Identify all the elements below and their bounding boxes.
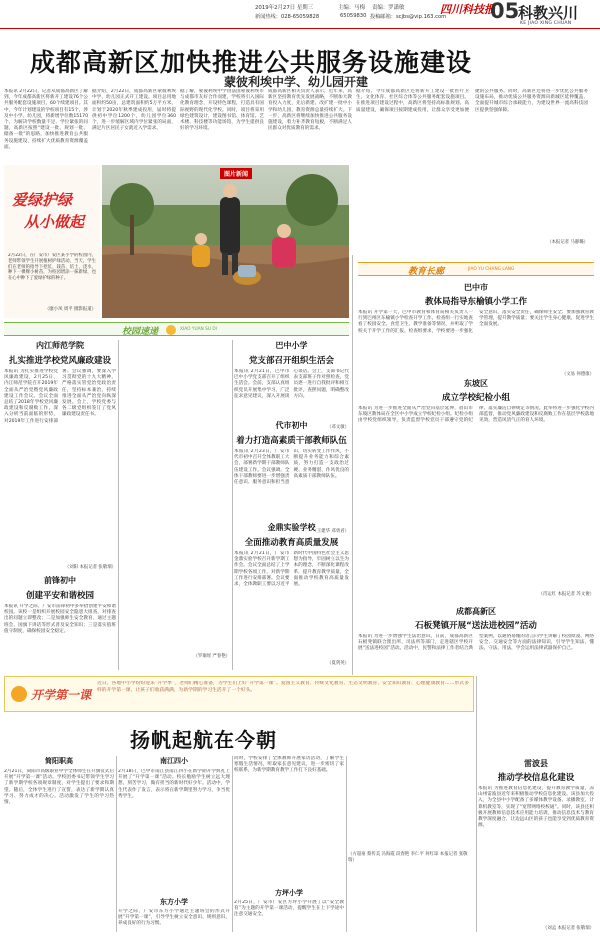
- banner-sun-icon: [11, 686, 27, 702]
- column-divider: [476, 676, 477, 932]
- photo-title-1: 爱绿护绿: [12, 191, 73, 209]
- article-byline: （夏剑英）: [327, 661, 349, 666]
- article-school: 东坡区: [464, 379, 488, 388]
- item-school: 南江四小: [160, 757, 188, 765]
- article-headline: 创建平安和谐校园: [25, 591, 94, 601]
- article-body: 本报讯 为扎实推进学校党风廉政建设，2月25日，内江师范学院召开2019年全面从严治党暨党风廉政建设工作会议。会议全面总结了2018年学校党风廉政建设和反腐败工作，深入分析当前面临的形势，对2019年工作进行安排部署。会议强调，要深入学习贯彻党的十九大精神，严格落实管党治党政治责任，坚持标本兼治，持续推进全面从严治党向纵深发展。会上，学校党委与各二级党组织签订了党风廉政建设责任书。: [4, 369, 116, 424]
- article-headline: 党支部召开组织生活会: [248, 356, 334, 366]
- photo-students-planting-trees: [102, 165, 349, 318]
- date-line: 2019年2月27日 星期三: [255, 5, 314, 11]
- bottom-item-jianyang: [4, 756, 114, 937]
- article-school: 巴中小学: [275, 341, 308, 350]
- lead-col-5: 据介绍，今年成都高新区还将新开工建设一批医疗卫生、文化体育、社区综合体等公共服务配套设施项目。在推进项目建设过程中，高新区将坚持高标准规划、高质量建设，确保项目按期建成投用，让群众享受更加便捷的公共服务。同时，高新区还将进一步优化公共服务设施布局，推动优质公共服务资源向新城区延伸覆盖，全面提升城市综合承载能力，为建设世界一流高科技园区提供坚强保障。: [356, 89, 588, 113]
- article-byline: （文易 何德康）: [561, 372, 594, 377]
- photo-tag: 图片新闻: [220, 168, 252, 179]
- phone-2: 65059830: [340, 13, 367, 19]
- lead-byline: （本报记者 马静璐）: [547, 240, 588, 245]
- article-body-cont: [120, 592, 230, 654]
- item-body-cont: [348, 756, 474, 852]
- lead-subhead: 蒙彼利埃中学、幼儿园开建: [224, 75, 369, 89]
- article-byline: （邓文敏）: [327, 425, 349, 430]
- article-school: 内江师范学院: [36, 341, 84, 350]
- article-qianfeng-cont: [120, 592, 230, 660]
- banner-title: 开学第一课: [31, 688, 92, 702]
- photo-caption-panel: [4, 165, 100, 318]
- section-editor: 责编：罗潇敏: [372, 5, 405, 11]
- bottom-item-nanjiang: [118, 756, 230, 937]
- bottom-headline: 扬帆起航在今朝: [130, 728, 277, 752]
- item-body: 同时，学校安排了全体教师开展家访活动，了解学生寒假生活情况，听取家长意见建议，进一步密切了家校联系，为新学期教育教学工作打下良好基础。: [234, 756, 344, 774]
- article-neijiang: [4, 340, 116, 571]
- photo-news: [4, 165, 349, 318]
- article-headline: 着力打造高素质干部教师队伍: [236, 436, 347, 446]
- lead-col-1: 本报讯 2月22日，记者从成都高新区了解到，今年成都高新区将新开工建设76个公共服务配套设施项目，60个续建项目。其中，今年计划建设的学校项目有15个，涉及中小学、幼儿园，将新增学位数15170个。为解决学校数量不足、学位紧张的问题，高新区按照“建设一批、规划一批、储备一批”的思路，加快推进教育公共服务设施建设，持续扩大优质教育资源覆盖面。: [4, 89, 88, 150]
- page-header: [0, 0, 600, 36]
- growth-bar: [358, 262, 594, 276]
- article-school: 代市初中: [275, 421, 308, 430]
- item-body: 2月18日，巴中市南江县南江四小在新学期开学典礼上开展了“开学第一课”活动。校长勉励学生树立远大理想，刻苦学习，做有担当的新时代好少年。活动中，学生代表作了发言，表示将在新学期里努力学习，争当优秀学生。: [118, 769, 230, 799]
- item-body: 开学之际，广安市东方小学通过主题班会的形式开展“开学第一课”，引导学生树立安全意识、规则意识，养成良好的行为习惯。: [118, 909, 230, 927]
- article-body: 本报讯 2月21日，巴中市巴中小学党支部召开了组织生活会。会前，支部认真组织党员开展集中学习，广泛征求意见建议，深入开展谈心谈话。会上，支部书记代表支部班子作对照检查，党员逐一进行自我批评和相互批评，查摆问题，明确整改方向。: [234, 369, 349, 399]
- column-divider: [232, 756, 233, 932]
- lead-col-3: 据了解，蒙彼利埃中学由法国蒙彼利埃市与成都市友好合作而建，学校将引入国际化教育理念，开设特色课程，打造具有国际视野的现代化学校。同时，项目将采用绿色建筑设计，建设图书馆、体育馆、艺术楼、科技楼等功能场馆，为学生提供良好的学习环境。: [180, 89, 264, 132]
- photo-caption: 2月22日，在广安市广安区某小学的校园内，老师带领学生开展植树护绿活动。当天，学生们在老师的指导下挖坑、栽苗、培土、浇水，种下一棵棵小树苗，为校园增添一抹新绿，也在心中种下了爱绿护绿的种子。: [8, 253, 96, 282]
- growth-bar-pinyin: JIAO YU CHANG LANG: [468, 267, 515, 272]
- column-divider: [232, 340, 233, 670]
- item-body: 2月25日，广安市广安区方坪小学开展了以“安全教育”为主题的开学第一课活动，提醒学生在上下学途中注意交通安全。: [234, 900, 344, 918]
- page-number: 05: [490, 0, 520, 23]
- article-school: 成都高新区: [456, 607, 496, 616]
- article-byline: （罗瑜瑶 严春艳）: [193, 654, 230, 659]
- article-body: 本报讯 为推进教育信息化建设，提升教育教学质量，凉山州雷波县近年来积极推动学校信息化建设。该县加大投入，为全县中小学配备了多媒体教学设备、录播教室、计算机教室等，实现了“宽带网络校校通”。同时，该县还积极开展教师信息技术应用能力培训，推动信息技术与教育教学深度融合，让边远山区的孩子也能享受到优质教育资源。: [478, 786, 594, 829]
- lead-headline: 成都高新区加快推进公共服务设施建设: [30, 48, 473, 77]
- column-divider: [352, 255, 353, 675]
- campus-bar-pinyin: XIAO YUAN SU DI: [180, 327, 217, 332]
- article-school: 雷波县: [524, 759, 548, 768]
- article-qianfeng: [4, 575, 116, 676]
- first-lesson-banner: [4, 676, 474, 712]
- header-rule: [0, 28, 600, 29]
- item-body: 2月21日，简阳市高级职业中学全体师生在升旗仪式后开展“开学第一课”活动。学校团委书记带领学生学习了新学期学校各项规章制度，对学生提出了要求和期望。随后，全体学生进行了宣誓，表达了新学期认真学习、努力成才的决心。活动激发了学生的学习热情。: [4, 769, 114, 806]
- bottom-col-4: [348, 756, 474, 863]
- news-photo: [102, 165, 349, 318]
- article-dongpo: [358, 378, 594, 598]
- article-bazhong: [234, 340, 349, 431]
- item-school: 方坪小学: [275, 889, 303, 897]
- banner-text: 近日，各地中小学纷纷迎来“开学季”，老师们精心准备，为学生们上好“开学第一课”。爱国主义教育、传统文化教育、生态文明教育、安全知识教育、心理健康教育……形式多样的开学第一课，让孩子们收获满满，为新学期的学习生活开了一个好头。: [97, 681, 469, 693]
- column-divider: [116, 756, 117, 932]
- article-school: 金鼎实验学校: [267, 523, 316, 532]
- submission-email: 投稿邮箱：scjbs@vip.163.com: [370, 14, 447, 20]
- article-byline: （刘孟 本报记者 张敬瑞）: [542, 926, 594, 931]
- paper-name: 四川科技报: [440, 3, 495, 16]
- article-bazhong-city: [358, 282, 594, 378]
- column-divider: [346, 756, 347, 932]
- campus-bar: [4, 322, 349, 336]
- article-body: 本报讯 开学第一天，巴中市教育和体育局相关负责人一行到巴州区东榆镇小学检查开学工作。检查组一行实地查看了校园安全、食堂卫生、教学准备等情况，并听取了学校关于开学工作的汇报。检查组要求，学校要进一步强化安全意识，落实安全责任，确保师生安全；要加强教育教学管理，提升教学质量；要关注学生身心健康，促进学生全面发展。: [358, 310, 594, 334]
- article-body: 本报讯 开学之际，广安市前锋初中多举措创建平安和谐校园。该校一是组织开展校园安全隐患大排查，对排查出的问题立即整改；二是加强师生安全教育，通过主题班会、国旗下讲话等形式普及安全知识；三是落实值班值守制度，确保校园安全稳定。: [4, 604, 116, 634]
- article-headline: 教体局指导东榆镇小学工作: [424, 297, 527, 307]
- article-byline: （王建华 邓勇君）: [312, 529, 349, 534]
- article-leibo: [478, 758, 594, 932]
- news-hotline: 新闻热线：028-65059828: [255, 14, 320, 20]
- lead-col-2: 据介绍，2月22日，成都高新区蒙彼利埃中学、幼儿园正式开工建设。项目总用地面积约50亩，总建筑面积约5万平方米，计划于2020年秋季建成投用，届时将提供初中学位1200个，幼儿园学位360个，进一步缓解区域内学位紧张的局面，满足片区居民子女就近入学需求。: [92, 89, 176, 132]
- article-body: 本报讯 2月23日，广安市代市初中召开全体教职工大会，部署新学期干部教师队伍建设工作。会议强调，全体干部教师要进一步增强责任意识、服务意识和担当意识，切实转变工作作风，不断提升业务能力和综合素质，努力打造一支政治过硬、业务精湛、作风优良的高素质干部教师队伍。: [234, 449, 349, 486]
- article-neijiang-cont: [120, 360, 230, 580]
- article-body: 本报讯 为进一步增强学生法治意识，日前，成都高新区石板凳镇联合派出所、司法所等部门，走进辖区学校开展“送法进校园”活动。活动中，民警和法律工作者结合典型案例，以通俗易懂的语言向学生讲解了校园欺凌、网络安全、交通安全等方面的法律知识，引导学生知法、懂法、守法、用法，学会运用法律武器保护自己。: [358, 634, 594, 652]
- article-byline: （刘阳 本报记者 张敬瑞）: [64, 565, 116, 570]
- photo-title-2: 从小做起: [24, 213, 85, 231]
- editor: 主编：马梅: [338, 5, 365, 11]
- article-body: 本报讯 2月21日，广安市金鼎实验学校召开新学期工作会。会议全面总结了上学期学校各项工作，对新学期工作进行安排部署。会议要求，全体教职工要以习近平新时代中国特色社会主义思想为指导，牢固树立以生为本的理念，不断深化课程改革，提升教育教学质量，全面推动学校教育高质量发展。: [234, 551, 349, 588]
- campus-bar-icon: [166, 325, 176, 335]
- lead-col-4: 成都高新区相关负责人表示，近年来，高新区坚持教育优先发展战略，不断加大教育投入力度，先后新建、改扩建一批中小学和幼儿园，教育资源总量持续扩大。下一步，高新区将继续加快推进公共服务设施建设，着力补齐教育短板，不断满足人民群众对优质教育的需求。: [268, 89, 352, 132]
- article-body: 本报讯 为进一步推进全面从严治党向基层延伸，眉山市东坡区教体局在全区中小学成立学校纪检小组。纪检小组由学校党组织领导，负责监督学校党员干部遵守党的纪律、落实廉洁自律规定等情况。此举将进一步强化学校内部监督，推动党风廉政建设和反腐败工作在基层学校落地见效，营造风清气正的育人环境。: [358, 406, 594, 424]
- bottom-item-fangping: [234, 756, 344, 930]
- item-school: 东方小学: [160, 898, 188, 906]
- article-jinding: [234, 522, 349, 667]
- article-headline: 全面推动教育高质量发展: [244, 538, 339, 548]
- article-headline: 石板凳镇开展“送法进校园”活动: [415, 621, 537, 631]
- page-title: 科教兴川: [518, 4, 579, 22]
- bottom-byline: （方超豪 蔡传美 冯海霞 段春艳 李仁平 何红琼 本报记者 张敬瑞）: [348, 852, 468, 863]
- article-headline: 扎实推进学校党风廉政建设: [8, 356, 111, 366]
- campus-bar-label: 校园速递: [122, 327, 159, 337]
- page-title-pinyin: KE JIAO XING CHUAN: [520, 21, 572, 26]
- article-byline: （肖运红 本报记者 苏文俊）: [538, 592, 594, 597]
- article-school: 巴中市: [464, 283, 488, 292]
- growth-bar-label: 教育长廊: [408, 267, 445, 277]
- article-school: 前锋初中: [44, 576, 76, 585]
- article-headline: 成立学校纪检小组: [441, 393, 510, 403]
- item-school: 简阳职高: [45, 757, 73, 765]
- article-daishi: [234, 420, 349, 535]
- column-divider: [118, 340, 119, 670]
- photo-credit: （廖小凤 周平 摄影报道）: [44, 307, 96, 312]
- article-headline: 推动学校信息化建设: [497, 773, 575, 783]
